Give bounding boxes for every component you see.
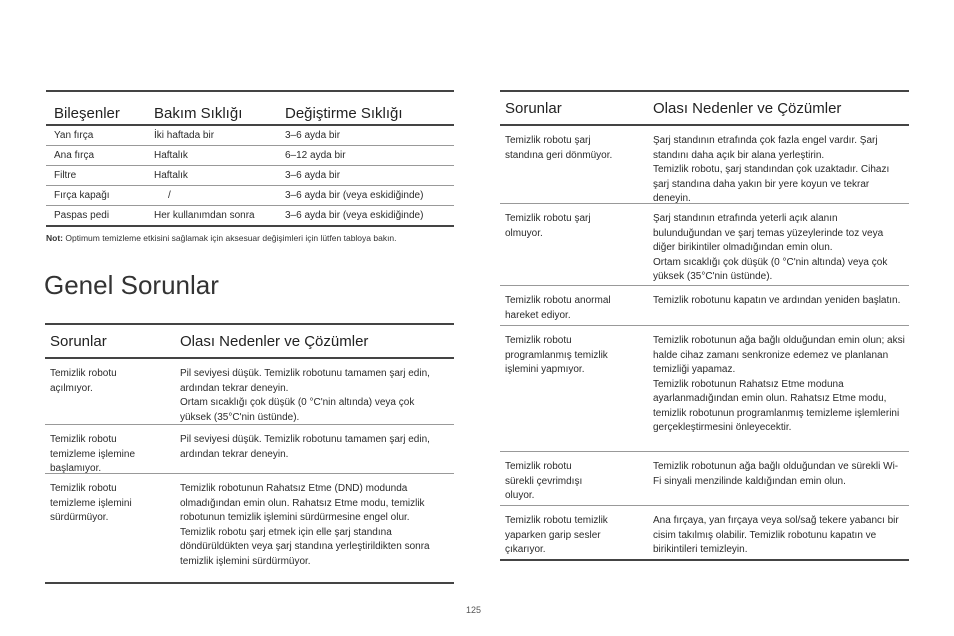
header-components: Bileşenler — [54, 105, 120, 122]
general-problems-table — [45, 323, 454, 584]
note-label: Not: — [46, 233, 63, 243]
table-row — [500, 126, 909, 204]
cell-problem: Temizlik robotu açılmıyor. — [50, 368, 117, 394]
cell-problem: Temizlik robotu şarj olmuyor. — [505, 213, 591, 239]
cell-solution: Pil seviyesi düşük. Temizlik robotunu tamamen şarj edin, ardından tekrar deneyin. — [180, 434, 430, 460]
maintenance-table — [46, 90, 454, 227]
table-row — [500, 326, 909, 452]
cell-maintenance: Haftalık — [154, 170, 188, 181]
page-number: 125 — [466, 605, 482, 615]
cell-solution: Pil seviyesi düşük. Temizlik robotunu tamamen şarj edin, ardından tekrar deneyin. Ortam sıcaklığı çok düşük (0 °C'nin altında) veya çok yüksek (35°C'nin üstünde). — [180, 368, 430, 423]
cell-component: Fırça kapağı — [54, 190, 110, 201]
cell-component: Filtre — [54, 170, 77, 181]
cell-maintenance: / — [168, 190, 171, 201]
cell-solution: Temizlik robotunun ağa bağlı olduğundan emin olun; aksi halde cihaz zamanı senkronize edemez ve planlanan temizliği yapamaz. Temizlik robotunun Rahatsız Etme moduna ayarlanmadığından emin olun. Rahatsız Etme modu, temizlik robotunun programlanmış temizleme işlemlerini gerçekleştirmesini önleyecektir. — [653, 335, 905, 433]
table-row — [45, 359, 454, 425]
cell-problem: Temizlik robotu anormal hareket ediyor. — [505, 295, 611, 321]
header-replacement-frequency: Değiştirme Sıklığı — [285, 105, 403, 122]
header-causes-solutions: Olası Nedenler ve Çözümler — [180, 332, 369, 350]
cell-replacement: 6–12 ayda bir — [285, 150, 346, 161]
cell-solution: Şarj standının etrafında çok fazla engel vardır. Şarj standını daha açık bir alana yerleştirin. Temizlik robotu, şarj standından çok uzaktadır. Cihazı şarj standına daha yakın bir yere koyun ve tekrar deneyin. — [653, 135, 890, 204]
header-problems: Sorunlar — [50, 332, 107, 350]
maintenance-header — [46, 90, 454, 126]
cell-maintenance: Her kullanımdan sonra — [154, 210, 255, 221]
table-row — [500, 286, 909, 326]
cell-replacement: 3–6 ayda bir — [285, 170, 341, 181]
cell-replacement: 3–6 ayda bir — [285, 130, 341, 141]
cell-problem: Temizlik robotu sürekli çevrimdışı oluyor. — [505, 461, 583, 501]
general-table-header — [45, 323, 454, 359]
header-causes-solutions: Olası Nedenler ve Çözümler — [653, 99, 842, 117]
section-title: Genel Sorunlar — [44, 270, 219, 300]
table-row — [46, 146, 454, 166]
cell-component: Ana fırça — [54, 150, 95, 161]
cell-component: Paspas pedi — [54, 210, 110, 221]
table-row — [46, 126, 454, 146]
header-problems: Sorunlar — [505, 99, 562, 117]
cell-problem: Temizlik robotu temizlik yaparken garip sesler çıkarıyor. — [505, 515, 608, 555]
header-maintenance-frequency: Bakım Sıklığı — [154, 105, 243, 122]
table-row — [500, 204, 909, 286]
cell-maintenance: İki haftada bir — [154, 130, 215, 141]
table-row — [46, 186, 454, 206]
cell-problem: Temizlik robotu şarj standına geri dönmüyor. — [505, 135, 613, 161]
cell-solution: Şarj standının etrafında yeterli açık alanın bulunduğundan ve şarj temas yüzeylerinde toz veya diğer birikintiler olmadığından emin olun. Ortam sıcaklığı çok düşük (0 °C'nin altında) veya çok yüksek (35°C'nin üstünde). — [653, 213, 888, 282]
table-row — [500, 452, 909, 506]
cell-problem: Temizlik robotu programlanmış temizlik işlemini yapmıyor. — [505, 335, 608, 375]
table-row — [45, 425, 454, 474]
cell-solution: Temizlik robotunun ağa bağlı olduğundan ve sürekli Wi-Fi sinyali menzilinde kaldığından emin olun. — [653, 461, 899, 487]
cell-component: Yan fırça — [54, 130, 94, 141]
cell-solution: Temizlik robotunu kapatın ve ardından yeniden başlatın. — [653, 295, 901, 306]
cell-solution: Temizlik robotunun Rahatsız Etme (DND) modunda olmadığından emin olun. Rahatsız Etme modu, temizlik robotunun temizlik işlemini sürdürmesine engel olur. Temizlik robotu şarj etmek için elle şarj standına döndürüldükten veya şarj standına yerleştirildikten sonra temizlik işlemini sürdürmüyor. — [180, 483, 430, 567]
problems-table-continued — [500, 90, 909, 561]
cell-replacement: 3–6 ayda bir (veya eskidiğinde) — [285, 190, 424, 201]
table-row — [46, 166, 454, 186]
table-note — [46, 233, 466, 243]
cell-problem: Temizlik robotu temizleme işlemine başlamıyor. — [50, 434, 136, 474]
right-table-header — [500, 90, 909, 126]
table-row — [46, 206, 454, 227]
cell-solution: Ana fırçaya, yan fırçaya veya sol/sağ tekere yabancı bir cisim takılmış olabilir. Temizlik robotunu kapatın ve birikintileri temizleyin. — [653, 515, 899, 555]
cell-problem: Temizlik robotu temizleme işlemini sürdürmüyor. — [50, 483, 132, 523]
cell-maintenance: Haftalık — [154, 150, 188, 161]
cell-replacement: 3–6 ayda bir (veya eskidiğinde) — [285, 210, 424, 221]
table-row — [500, 506, 909, 561]
note-text: Optimum temizleme etkisini sağlamak için aksesuar değişimleri için lütfen tabloya bakın. — [63, 233, 397, 243]
table-row — [45, 474, 454, 584]
